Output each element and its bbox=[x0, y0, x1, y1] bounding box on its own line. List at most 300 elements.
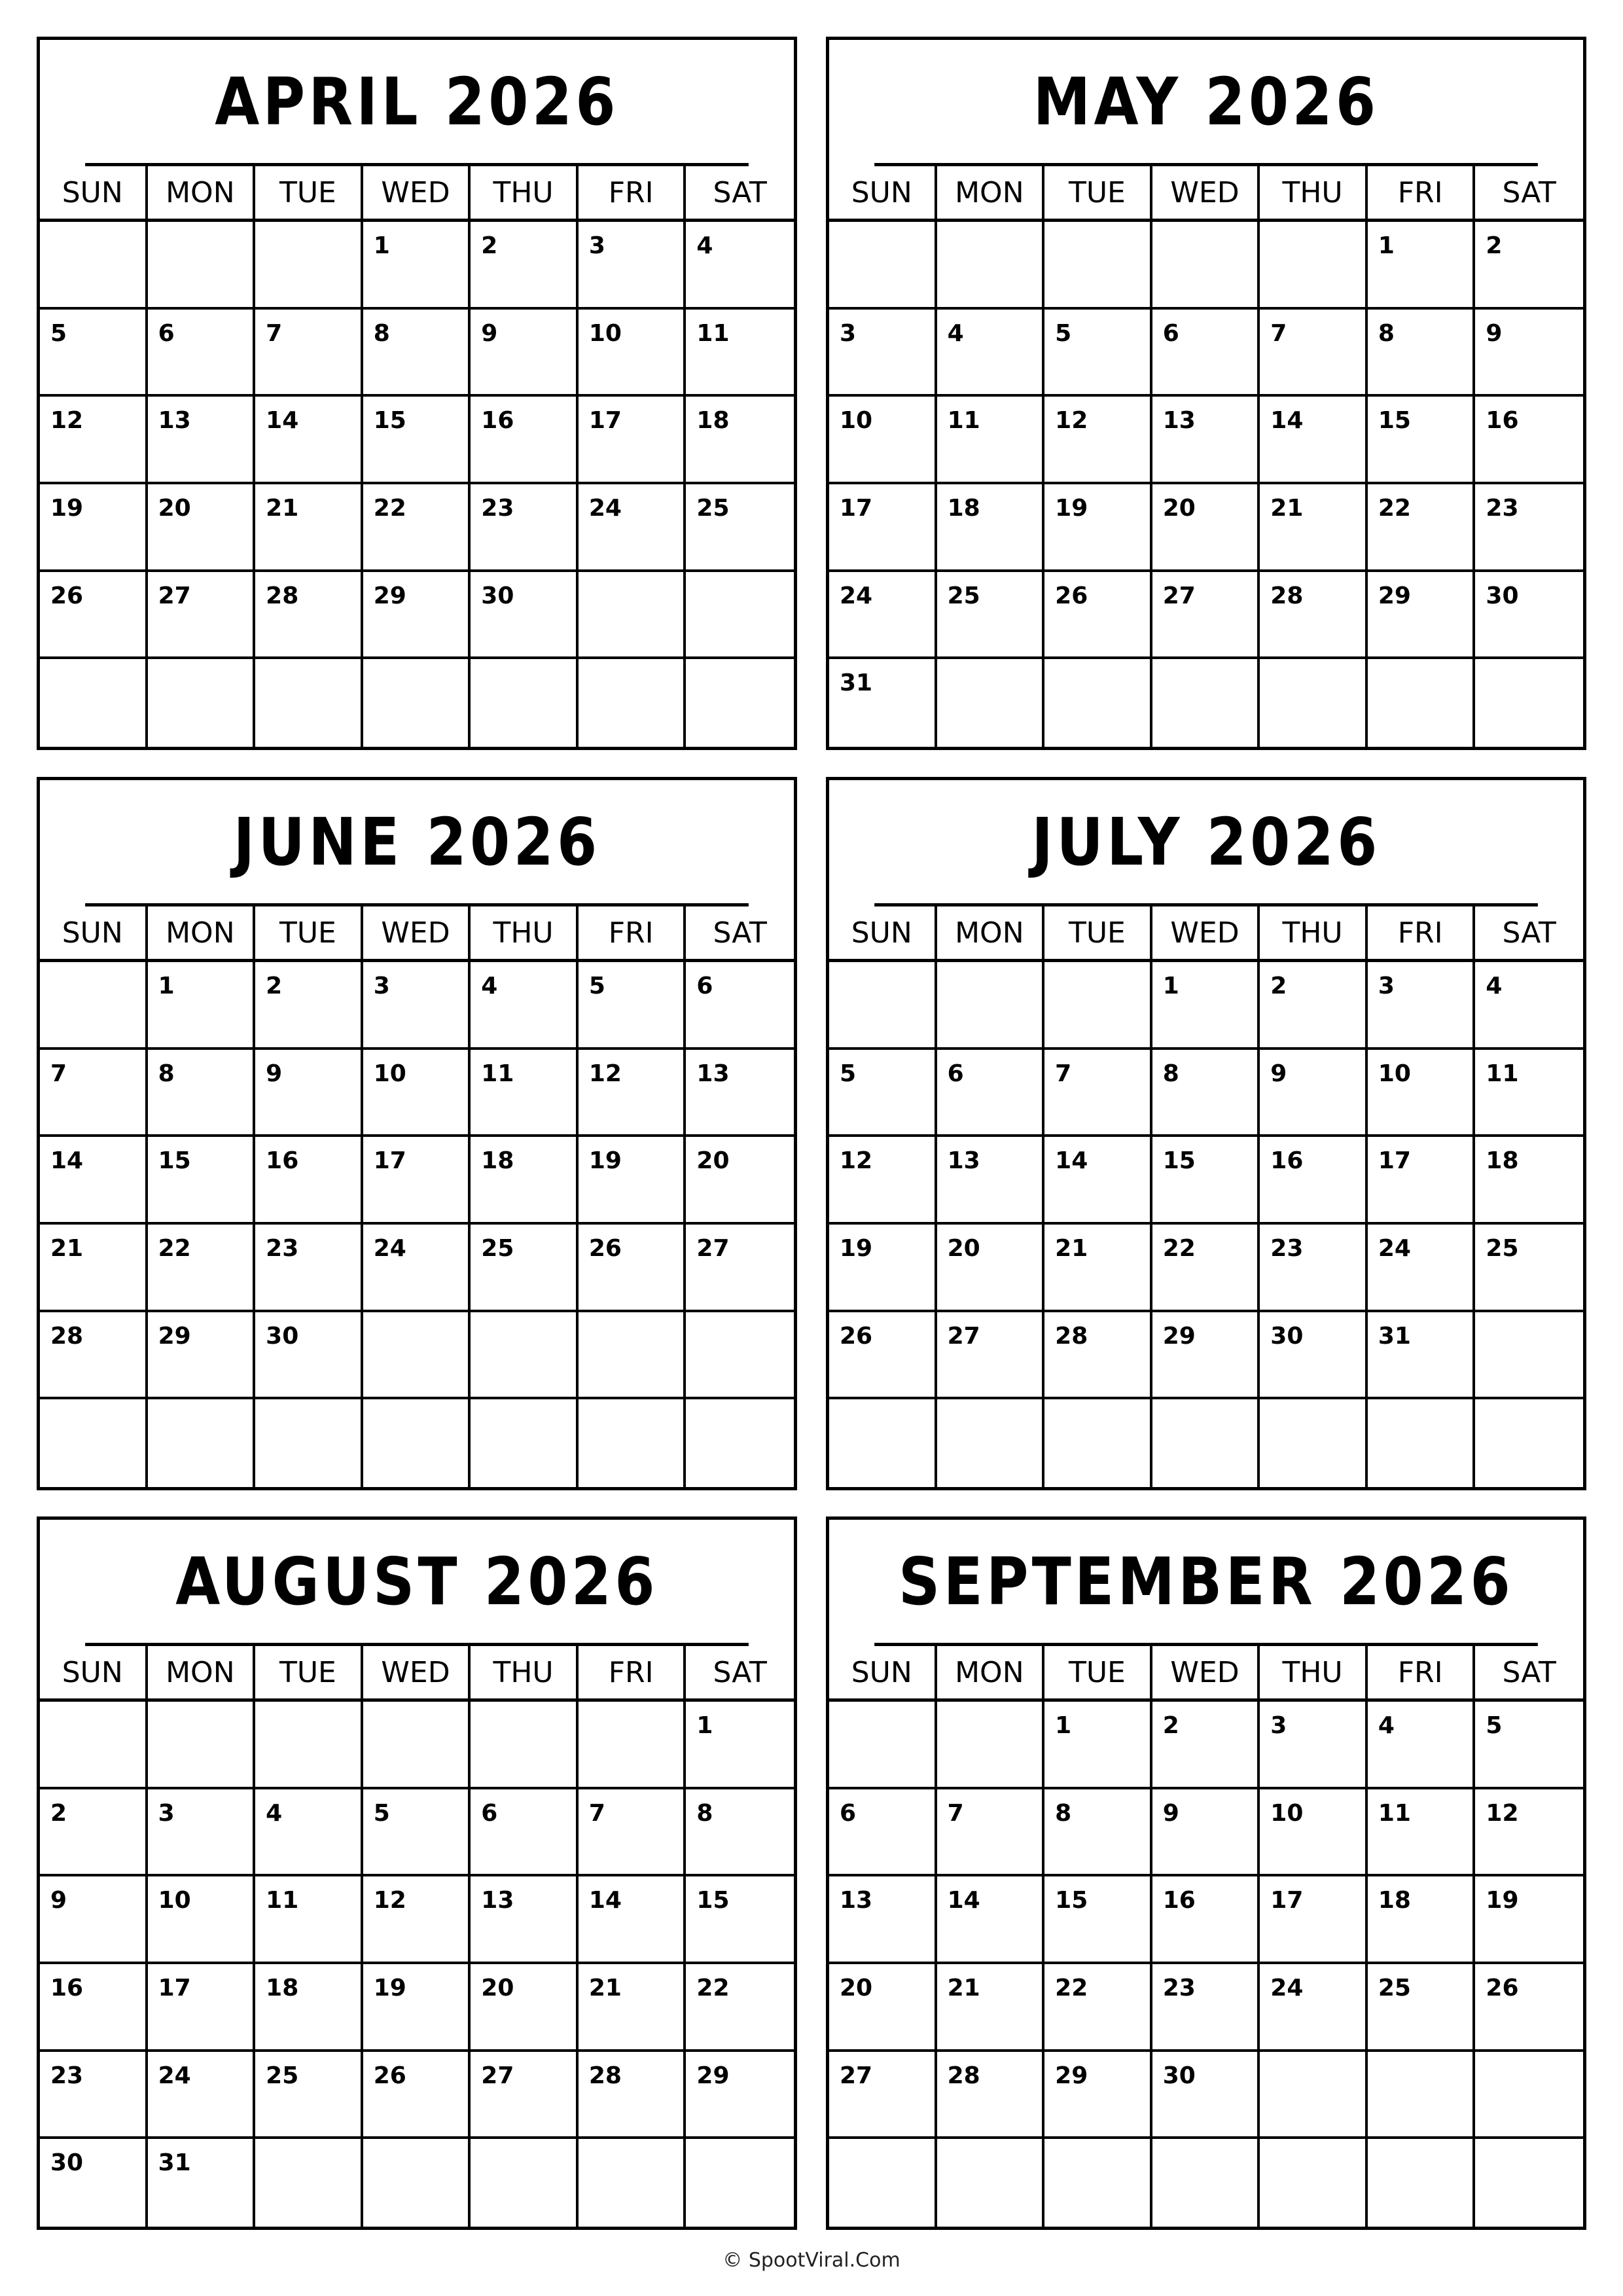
day-number: 17 bbox=[373, 1147, 406, 1175]
day-cell bbox=[471, 1399, 579, 1487]
day-cell bbox=[471, 1964, 579, 2052]
weekday-header-row bbox=[40, 166, 794, 222]
day-cell bbox=[829, 1225, 937, 1312]
day-cell bbox=[579, 2052, 687, 2140]
weekday-label: FRI bbox=[1368, 906, 1476, 959]
day-cell bbox=[40, 962, 148, 1050]
day-cell bbox=[1475, 572, 1583, 660]
day-number: 8 bbox=[696, 1799, 713, 1827]
month-title: SEPTEMBER 2026 bbox=[874, 1520, 1538, 1646]
day-cell bbox=[40, 1050, 148, 1138]
day-cell bbox=[471, 962, 579, 1050]
day-number: 18 bbox=[266, 1975, 299, 2001]
day-number: 3 bbox=[158, 1799, 175, 1827]
day-cell bbox=[1260, 310, 1368, 397]
day-number: 4 bbox=[266, 1799, 283, 1827]
day-cell bbox=[471, 310, 579, 397]
day-cell bbox=[1260, 1225, 1368, 1312]
month-calendar bbox=[37, 37, 797, 750]
day-cell bbox=[829, 659, 937, 747]
day-cell bbox=[1368, 1876, 1476, 1964]
weekday-label: THU bbox=[471, 166, 579, 219]
day-cell bbox=[829, 572, 937, 660]
day-number: 19 bbox=[1055, 495, 1088, 522]
day-number: 9 bbox=[50, 1887, 67, 1914]
weekday-label: MON bbox=[937, 166, 1045, 219]
day-cell bbox=[148, 1399, 256, 1487]
day-number: 14 bbox=[1055, 1147, 1088, 1175]
day-number: 21 bbox=[50, 1235, 84, 1262]
day-number: 31 bbox=[158, 2149, 191, 2177]
day-number: 14 bbox=[947, 1887, 980, 1914]
day-number: 1 bbox=[1162, 973, 1179, 999]
day-number: 6 bbox=[840, 1799, 857, 1827]
day-cell bbox=[471, 1876, 579, 1964]
day-number: 11 bbox=[696, 319, 730, 347]
day-number: 22 bbox=[1162, 1235, 1196, 1262]
day-cell bbox=[937, 2139, 1045, 2227]
day-number: 17 bbox=[158, 1975, 191, 2001]
day-cell bbox=[148, 310, 256, 397]
day-cell bbox=[1368, 222, 1476, 310]
day-cell bbox=[937, 1137, 1045, 1225]
day-cell bbox=[1368, 1702, 1476, 1789]
day-number: 20 bbox=[840, 1975, 873, 2001]
day-number: 22 bbox=[696, 1975, 730, 2001]
day-cell bbox=[255, 1876, 363, 1964]
day-number: 24 bbox=[840, 582, 873, 609]
weekday-label: THU bbox=[1260, 906, 1368, 959]
day-cell bbox=[579, 484, 687, 572]
day-cell bbox=[686, 310, 794, 397]
day-cell bbox=[1475, 659, 1583, 747]
weekday-label: FRI bbox=[579, 906, 687, 959]
day-number: 14 bbox=[50, 1147, 84, 1175]
day-cell bbox=[579, 572, 687, 660]
day-cell bbox=[686, 1225, 794, 1312]
weekday-label: TUE bbox=[1044, 166, 1152, 219]
day-cell bbox=[829, 1312, 937, 1400]
weekday-label: TUE bbox=[1044, 906, 1152, 959]
day-cell bbox=[1260, 1137, 1368, 1225]
day-cell bbox=[829, 1702, 937, 1789]
day-cell bbox=[829, 1050, 937, 1138]
day-number: 29 bbox=[373, 582, 406, 609]
day-cell bbox=[1260, 1964, 1368, 2052]
weekday-header-row bbox=[40, 1646, 794, 1702]
day-cell bbox=[255, 2052, 363, 2140]
month-title: APRIL 2026 bbox=[85, 40, 749, 166]
day-number: 10 bbox=[158, 1887, 191, 1914]
day-number: 24 bbox=[588, 495, 622, 522]
day-cell bbox=[1475, 310, 1583, 397]
day-number: 29 bbox=[1378, 582, 1411, 609]
day-number: 1 bbox=[696, 1712, 713, 1739]
day-number: 5 bbox=[588, 973, 605, 999]
day-cell bbox=[937, 1876, 1045, 1964]
day-cell bbox=[1260, 1789, 1368, 1877]
day-cell bbox=[686, 1964, 794, 2052]
day-cell bbox=[1044, 1789, 1152, 1877]
day-number: 28 bbox=[1055, 1322, 1088, 1350]
day-cell bbox=[471, 222, 579, 310]
day-number: 9 bbox=[1270, 1060, 1287, 1087]
day-cell bbox=[1152, 1225, 1260, 1312]
day-number: 9 bbox=[1162, 1799, 1179, 1827]
weekday-label: SUN bbox=[40, 906, 148, 959]
day-cell bbox=[471, 1225, 579, 1312]
day-cell bbox=[1368, 572, 1476, 660]
day-cell bbox=[686, 1789, 794, 1877]
day-cell bbox=[937, 659, 1045, 747]
weekday-label: WED bbox=[363, 1646, 471, 1698]
weekday-label: TUE bbox=[255, 166, 363, 219]
day-cell bbox=[1475, 397, 1583, 484]
day-cell bbox=[1044, 1050, 1152, 1138]
day-cell bbox=[1260, 962, 1368, 1050]
day-cell bbox=[579, 962, 687, 1050]
day-cell bbox=[1152, 1789, 1260, 1877]
day-number: 22 bbox=[1055, 1975, 1088, 2001]
day-cell bbox=[579, 397, 687, 484]
day-number: 26 bbox=[1486, 1975, 1519, 2001]
day-cell bbox=[1368, 1137, 1476, 1225]
day-number: 5 bbox=[1055, 319, 1072, 347]
day-cell bbox=[471, 659, 579, 747]
day-cell bbox=[40, 572, 148, 660]
day-cell bbox=[937, 1312, 1045, 1400]
day-number: 22 bbox=[373, 495, 406, 522]
day-cell bbox=[148, 962, 256, 1050]
day-cell bbox=[1044, 1137, 1152, 1225]
day-cell bbox=[686, 1312, 794, 1400]
day-number: 19 bbox=[50, 495, 84, 522]
day-cell bbox=[1152, 1702, 1260, 1789]
weekday-header-row bbox=[829, 166, 1583, 222]
weekday-label: SAT bbox=[713, 175, 767, 209]
day-number: 2 bbox=[50, 1799, 67, 1827]
day-cell bbox=[579, 1050, 687, 1138]
day-cell bbox=[686, 397, 794, 484]
day-number: 6 bbox=[696, 973, 713, 999]
day-cell bbox=[579, 1225, 687, 1312]
weekday-label: SAT bbox=[1502, 175, 1556, 209]
day-number: 30 bbox=[266, 1322, 299, 1350]
day-cell bbox=[255, 310, 363, 397]
day-number: 28 bbox=[50, 1322, 84, 1350]
day-cell bbox=[1152, 659, 1260, 747]
day-number: 14 bbox=[1270, 407, 1304, 435]
day-number: 6 bbox=[1162, 319, 1179, 347]
day-number: 8 bbox=[1055, 1799, 1072, 1827]
day-number: 16 bbox=[1486, 407, 1519, 435]
day-cell bbox=[937, 962, 1045, 1050]
day-cell bbox=[148, 1876, 256, 1964]
weekday-label: WED bbox=[1152, 1646, 1260, 1698]
day-number: 7 bbox=[1270, 319, 1287, 347]
day-number: 27 bbox=[947, 1322, 980, 1350]
day-number: 2 bbox=[1486, 232, 1503, 259]
day-number: 20 bbox=[1162, 495, 1196, 522]
day-cell bbox=[40, 1399, 148, 1487]
day-cell bbox=[363, 572, 471, 660]
day-number: 21 bbox=[1270, 495, 1304, 522]
day-number: 8 bbox=[1162, 1060, 1179, 1087]
day-cell bbox=[1152, 962, 1260, 1050]
day-cell bbox=[829, 2139, 937, 2227]
day-cell bbox=[1044, 2139, 1152, 2227]
day-number: 17 bbox=[1378, 1147, 1411, 1175]
day-number: 1 bbox=[158, 973, 175, 999]
day-number: 16 bbox=[266, 1147, 299, 1175]
day-number: 4 bbox=[481, 973, 498, 999]
day-number: 11 bbox=[947, 407, 980, 435]
day-cell bbox=[686, 1702, 794, 1789]
day-number: 18 bbox=[1486, 1147, 1519, 1175]
day-number: 15 bbox=[373, 407, 406, 435]
day-cell bbox=[1044, 1225, 1152, 1312]
day-cell bbox=[40, 1312, 148, 1400]
day-number: 2 bbox=[1162, 1712, 1179, 1739]
day-cell bbox=[255, 1137, 363, 1225]
month-title: AUGUST 2026 bbox=[85, 1520, 749, 1646]
day-cell bbox=[1475, 1225, 1583, 1312]
day-number: 25 bbox=[266, 2062, 299, 2089]
day-cell bbox=[937, 310, 1045, 397]
day-cell bbox=[686, 572, 794, 660]
day-number: 18 bbox=[947, 495, 980, 522]
day-cell bbox=[363, 484, 471, 572]
day-grid bbox=[829, 222, 1583, 747]
day-cell bbox=[471, 2139, 579, 2227]
day-cell bbox=[1152, 1312, 1260, 1400]
day-number: 9 bbox=[1486, 319, 1503, 347]
day-cell bbox=[1475, 962, 1583, 1050]
day-cell bbox=[255, 484, 363, 572]
weekday-label: TUE bbox=[1044, 1646, 1152, 1698]
day-cell bbox=[1044, 659, 1152, 747]
day-cell bbox=[40, 659, 148, 747]
day-cell bbox=[1475, 1964, 1583, 2052]
day-cell bbox=[579, 1137, 687, 1225]
day-cell bbox=[1260, 1702, 1368, 1789]
day-number: 23 bbox=[50, 2062, 84, 2089]
day-number: 25 bbox=[1486, 1235, 1519, 1262]
day-cell bbox=[937, 1789, 1045, 1877]
day-number: 14 bbox=[588, 1887, 622, 1914]
day-cell bbox=[686, 484, 794, 572]
day-cell bbox=[829, 397, 937, 484]
weekday-label: MON bbox=[937, 906, 1045, 959]
day-cell bbox=[1368, 2139, 1476, 2227]
day-cell bbox=[363, 962, 471, 1050]
day-cell bbox=[40, 397, 148, 484]
day-cell bbox=[1044, 2052, 1152, 2140]
day-number: 16 bbox=[50, 1975, 84, 2001]
weekday-label: WED bbox=[363, 166, 471, 219]
day-cell bbox=[1368, 1789, 1476, 1877]
weekday-label: WED bbox=[1152, 906, 1260, 959]
day-number: 4 bbox=[696, 232, 713, 259]
day-cell bbox=[829, 1789, 937, 1877]
day-cell bbox=[363, 1399, 471, 1487]
day-cell bbox=[255, 659, 363, 747]
day-cell bbox=[148, 484, 256, 572]
day-number: 13 bbox=[696, 1060, 730, 1087]
day-number: 22 bbox=[158, 1235, 191, 1262]
day-cell bbox=[471, 484, 579, 572]
weekday-label: SUN bbox=[829, 906, 937, 959]
day-cell bbox=[40, 484, 148, 572]
day-cell bbox=[148, 1312, 256, 1400]
day-grid bbox=[40, 222, 794, 747]
day-number: 25 bbox=[947, 582, 980, 609]
day-cell bbox=[937, 397, 1045, 484]
day-number: 20 bbox=[481, 1975, 514, 2001]
day-number: 23 bbox=[481, 495, 514, 522]
day-cell bbox=[1368, 484, 1476, 572]
day-cell bbox=[937, 1964, 1045, 2052]
day-number: 18 bbox=[481, 1147, 514, 1175]
day-number: 3 bbox=[1270, 1712, 1287, 1739]
weekday-label: SAT bbox=[1502, 1655, 1556, 1689]
day-cell bbox=[686, 1137, 794, 1225]
day-cell bbox=[937, 572, 1045, 660]
day-cell bbox=[255, 2139, 363, 2227]
day-number: 5 bbox=[1486, 1712, 1503, 1739]
day-cell bbox=[1044, 222, 1152, 310]
day-number: 30 bbox=[1270, 1322, 1304, 1350]
day-cell bbox=[1368, 1312, 1476, 1400]
month-title: JUNE 2026 bbox=[85, 780, 749, 906]
day-number: 26 bbox=[588, 1235, 622, 1262]
day-cell bbox=[1368, 1399, 1476, 1487]
day-cell bbox=[579, 1312, 687, 1400]
day-cell bbox=[148, 659, 256, 747]
day-cell bbox=[471, 397, 579, 484]
day-number: 11 bbox=[266, 1887, 299, 1914]
day-cell bbox=[829, 484, 937, 572]
day-number: 13 bbox=[947, 1147, 980, 1175]
day-cell bbox=[1260, 222, 1368, 310]
day-cell bbox=[1475, 1312, 1583, 1400]
day-cell bbox=[40, 222, 148, 310]
day-number: 2 bbox=[1270, 973, 1287, 999]
day-cell bbox=[937, 2052, 1045, 2140]
day-cell bbox=[579, 222, 687, 310]
day-number: 12 bbox=[1055, 407, 1088, 435]
day-number: 30 bbox=[481, 582, 514, 609]
month-calendar bbox=[826, 37, 1586, 750]
day-cell bbox=[686, 962, 794, 1050]
day-cell bbox=[1260, 1399, 1368, 1487]
day-cell bbox=[1475, 2139, 1583, 2227]
day-cell bbox=[363, 222, 471, 310]
day-number: 20 bbox=[158, 495, 191, 522]
day-cell bbox=[1260, 2139, 1368, 2227]
day-number: 27 bbox=[840, 2062, 873, 2089]
day-number: 23 bbox=[1486, 495, 1519, 522]
day-cell bbox=[1368, 962, 1476, 1050]
day-number: 13 bbox=[840, 1887, 873, 1914]
day-number: 23 bbox=[1270, 1235, 1304, 1262]
weekday-header-row bbox=[829, 1646, 1583, 1702]
day-number: 21 bbox=[588, 1975, 622, 2001]
day-cell bbox=[148, 2139, 256, 2227]
day-cell bbox=[937, 1399, 1045, 1487]
day-number: 19 bbox=[1486, 1887, 1519, 1914]
day-number: 25 bbox=[481, 1235, 514, 1262]
day-cell bbox=[1152, 2052, 1260, 2140]
day-cell bbox=[148, 1964, 256, 2052]
day-cell bbox=[1475, 1876, 1583, 1964]
day-cell bbox=[686, 659, 794, 747]
day-number: 7 bbox=[588, 1799, 605, 1827]
day-number: 1 bbox=[1055, 1712, 1072, 1739]
weekday-label: SAT bbox=[713, 916, 767, 950]
day-cell bbox=[255, 1225, 363, 1312]
day-cell bbox=[829, 1876, 937, 1964]
day-cell bbox=[829, 2052, 937, 2140]
day-number: 12 bbox=[50, 407, 84, 435]
day-cell bbox=[40, 1789, 148, 1877]
day-cell bbox=[686, 2052, 794, 2140]
day-number: 17 bbox=[1270, 1887, 1304, 1914]
day-cell bbox=[363, 1050, 471, 1138]
day-number: 29 bbox=[1055, 2062, 1088, 2089]
day-cell bbox=[363, 1137, 471, 1225]
day-cell bbox=[255, 1399, 363, 1487]
day-cell bbox=[1044, 1876, 1152, 1964]
day-cell bbox=[148, 1225, 256, 1312]
day-cell bbox=[579, 1399, 687, 1487]
day-number: 20 bbox=[947, 1235, 980, 1262]
day-cell bbox=[40, 2139, 148, 2227]
weekday-label: MON bbox=[937, 1646, 1045, 1698]
day-cell bbox=[579, 2139, 687, 2227]
day-number: 3 bbox=[588, 232, 605, 259]
day-cell bbox=[686, 1876, 794, 1964]
day-cell bbox=[363, 1876, 471, 1964]
day-number: 18 bbox=[1378, 1887, 1411, 1914]
day-number: 2 bbox=[266, 973, 283, 999]
day-cell bbox=[471, 1702, 579, 1789]
day-cell bbox=[1368, 659, 1476, 747]
day-cell bbox=[148, 1050, 256, 1138]
day-number: 17 bbox=[840, 495, 873, 522]
day-number: 18 bbox=[696, 407, 730, 435]
day-cell bbox=[148, 572, 256, 660]
day-cell bbox=[363, 397, 471, 484]
day-number: 3 bbox=[840, 319, 857, 347]
day-number: 4 bbox=[947, 319, 964, 347]
day-cell bbox=[579, 1876, 687, 1964]
day-cell bbox=[829, 1399, 937, 1487]
day-cell bbox=[255, 222, 363, 310]
day-number: 16 bbox=[1162, 1887, 1196, 1914]
day-cell bbox=[937, 222, 1045, 310]
day-number: 7 bbox=[1055, 1060, 1072, 1087]
day-number: 1 bbox=[1378, 232, 1395, 259]
day-cell bbox=[1152, 397, 1260, 484]
day-cell bbox=[1152, 484, 1260, 572]
day-cell bbox=[40, 1225, 148, 1312]
weekday-label: MON bbox=[148, 906, 256, 959]
month-calendar bbox=[37, 777, 797, 1490]
day-cell bbox=[829, 962, 937, 1050]
day-cell bbox=[40, 310, 148, 397]
weekday-header-row bbox=[40, 906, 794, 962]
